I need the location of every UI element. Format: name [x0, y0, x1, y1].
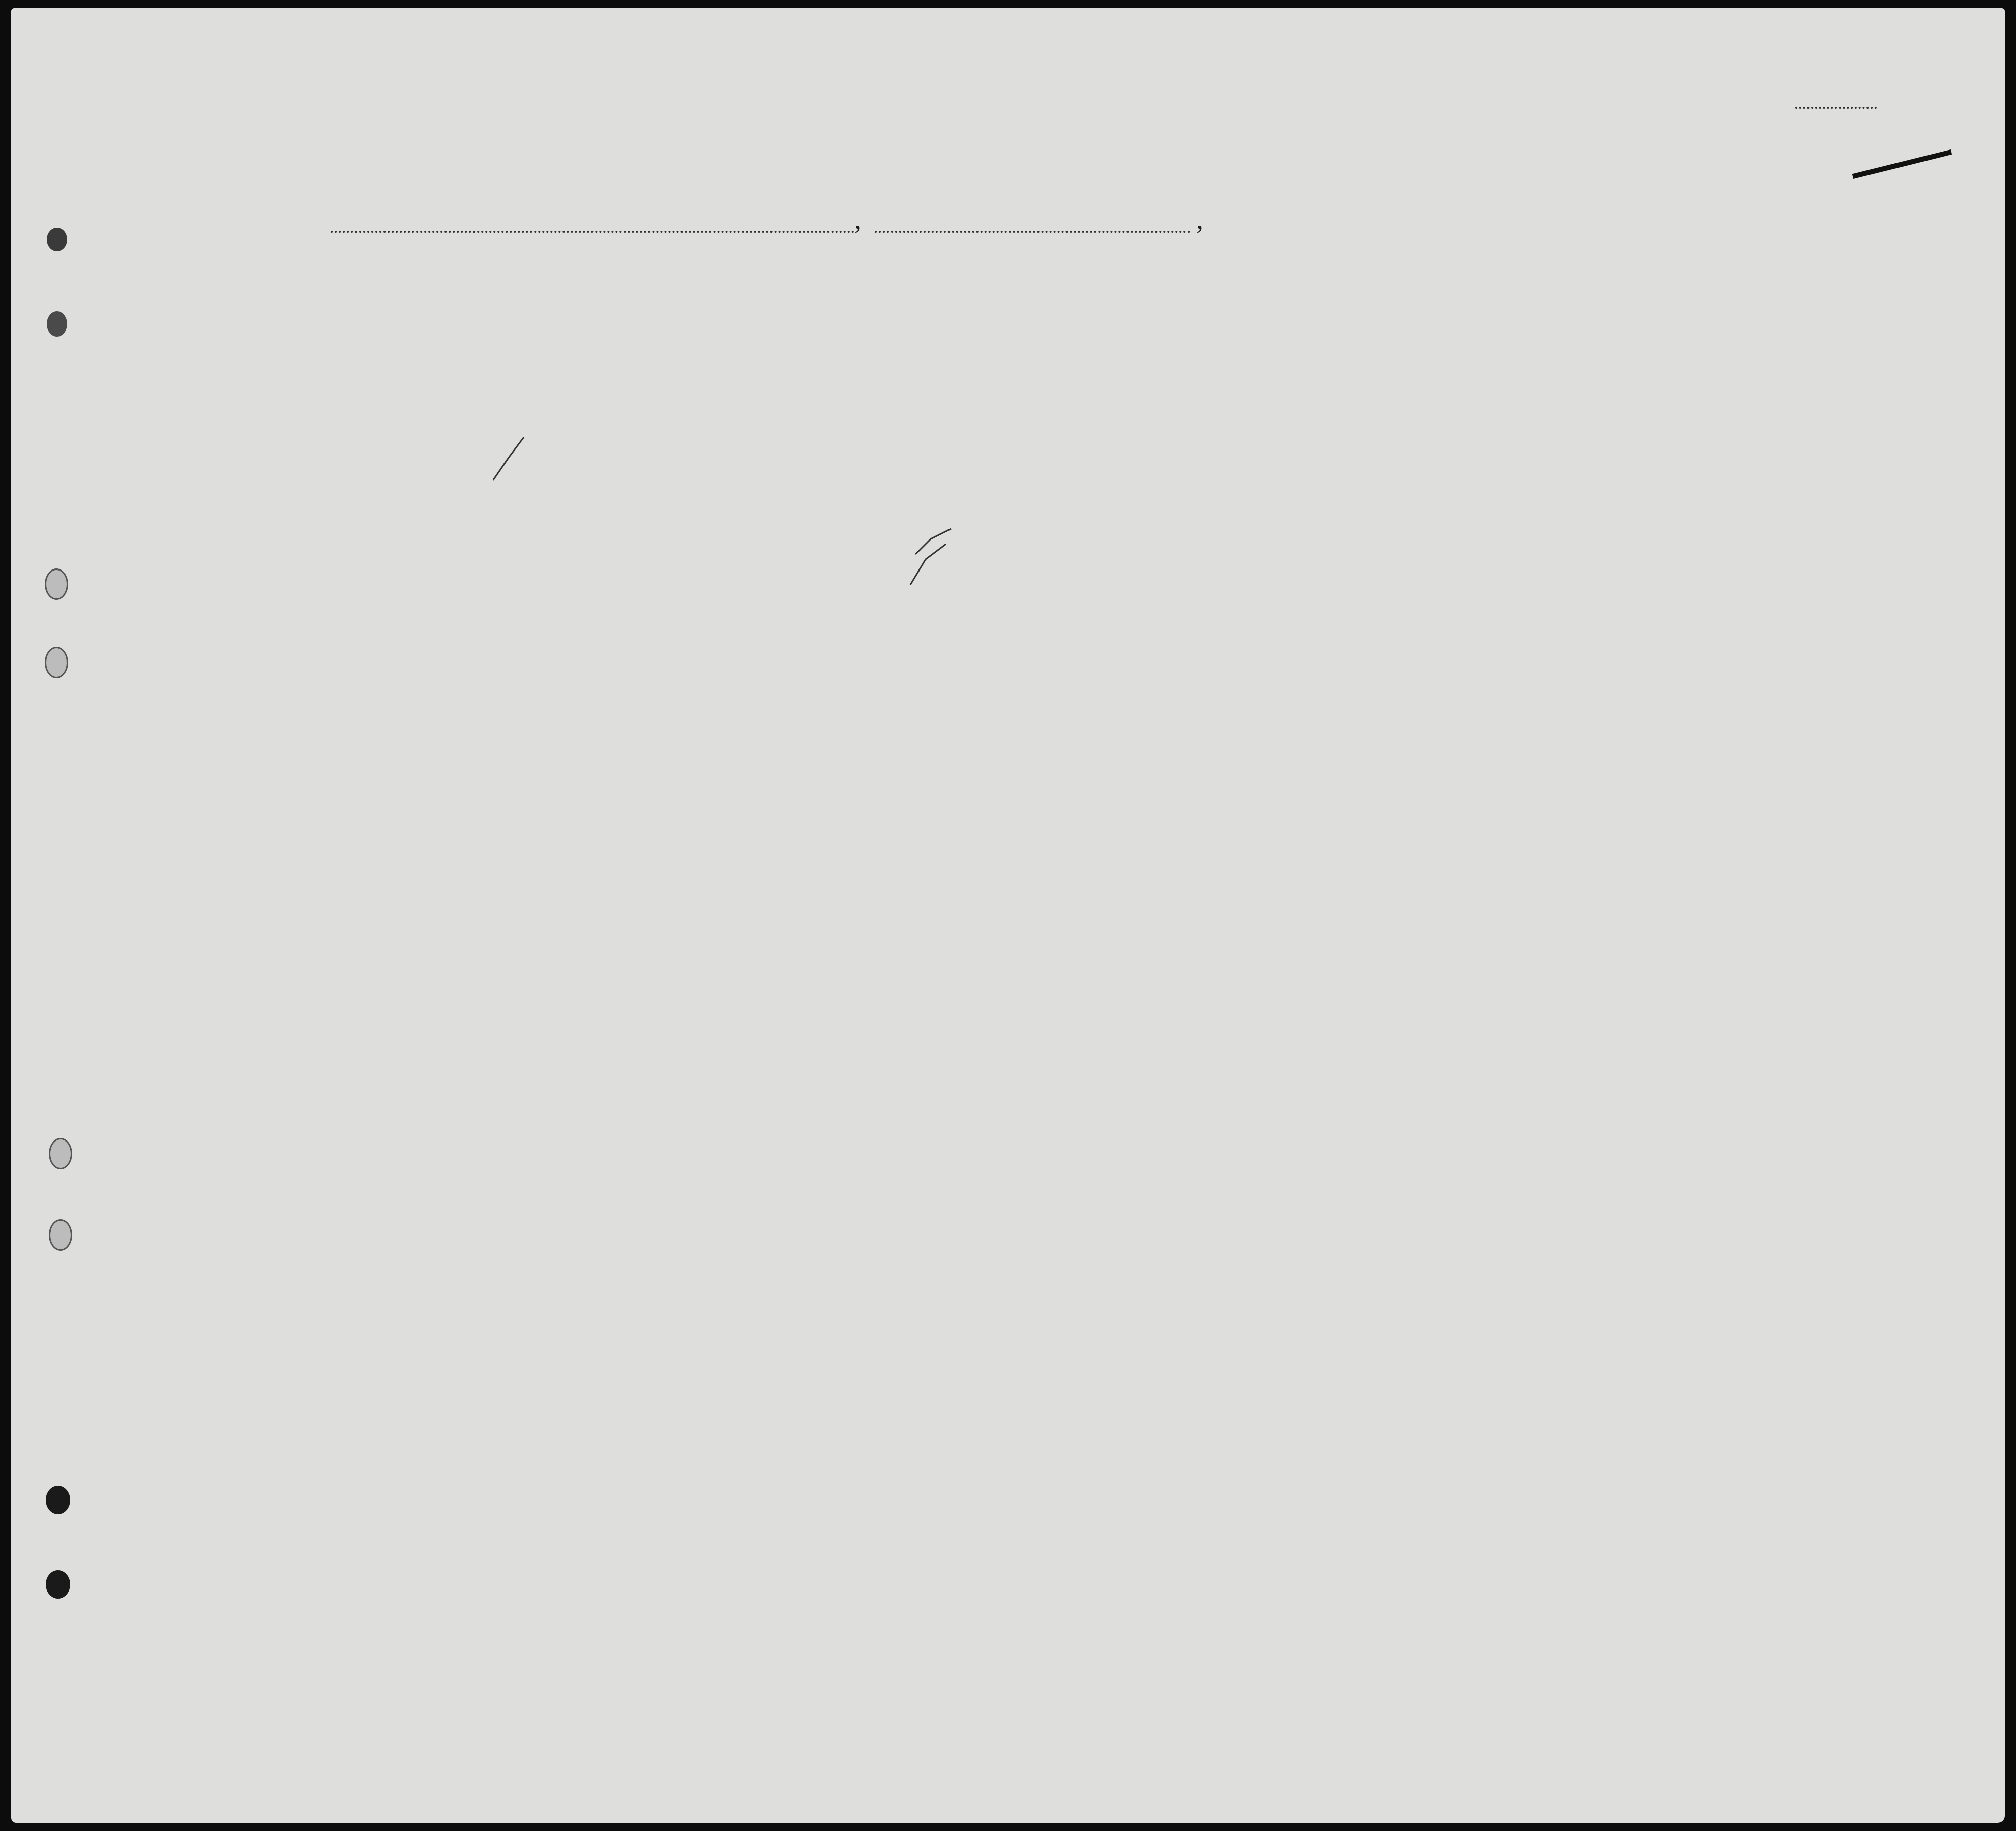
comma-1: , — [854, 204, 862, 235]
comma-2: , — [1196, 204, 1203, 235]
